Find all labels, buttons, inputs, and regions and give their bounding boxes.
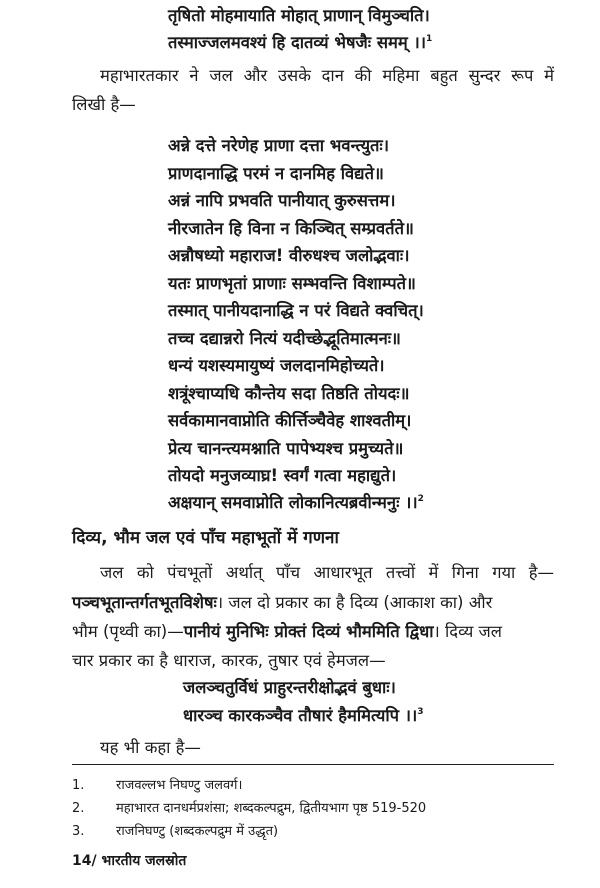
para2-line-4: चार प्रकार का है धाराज, कारक, तुषार एवं हेमजल— (72, 651, 386, 670)
mahabharata-verse-line-1: अन्ने दत्ते नरेणेह प्राणा दत्ता भवन्त्युतः। (168, 136, 390, 155)
verse-text: धारञ्च कारकञ्चैव तौषारं हैममित्यपि ।। (183, 706, 418, 725)
mahabharata-verse-line-10: शत्रूंश्चाप्यधि कौन्तेय सदा तिष्ठति तोयदः॥ (168, 383, 410, 403)
mahabharata-verse-line-3: अन्नं नापि प्रभवति पानीयात् कुरुसत्तम। (168, 191, 396, 210)
footnote-ref: 3 (417, 707, 424, 717)
para1-line-1: महाभारतकार ने जल और उसके दान की महिमा बहुत सुन्दर रूप में (100, 66, 554, 85)
opening-verse-line-1: तृषितो मोहमायाति मोहात् प्राणान् विमुञ्चति। (168, 6, 430, 25)
page-number: 14 (72, 853, 92, 869)
text: भौम (पृथ्वी का)— (72, 622, 184, 641)
footnote-text: राजनिघण्टु (शब्दकल्पद्रुम में उद्धृत) (116, 824, 279, 839)
footnote-1 (72, 775, 242, 793)
mahabharata-verse-line-2: प्राणदानाद्धि परमं न दानमिह विद्यते॥ (168, 163, 384, 183)
footnote-ref: 2 (417, 494, 424, 504)
mahabharata-verse-line-8: तच्च दद्यान्नरो नित्यं यदीच्छेद्भूतिमात्मनः॥ (168, 328, 401, 348)
rajanighantu-verse-line-2 (183, 708, 424, 725)
sanskrit-quote: पानीयं मुनिभिः प्रोक्तं दिव्यं भौममिति द्विधा (183, 622, 434, 641)
sanskrit-quote: पञ्चभूतान्तर्गतभूतविशेषः (72, 593, 217, 612)
mahabharata-verse-line-7: तस्मात् पानीयदानाद्धि न परं विद्यते क्वचित्। (168, 301, 424, 320)
text: । जल दो प्रकार का है दिव्य (आकाश का) और (216, 593, 493, 612)
footnote-text: राजवल्लभ निघण्टु जलवर्ग। (116, 778, 243, 793)
section-heading: दिव्य, भौम जल एवं पाँच महाभूतों में गणना (72, 528, 339, 548)
mahabharata-verse-line-6: यतः प्राणभृतां प्राणाः सम्भवन्ति विशाम्पते॥ (168, 273, 416, 293)
mahabharata-verse-line-4: नीरजातेन हि विना न किञ्चित् सम्प्रवर्तते॥ (168, 218, 414, 238)
mahabharata-verse-line-5: अन्नौषध्यो महाराज! वीरुधश्च जलोद्भवाः। (168, 246, 410, 265)
footnote-number: 2. (72, 801, 85, 816)
para1-line-2: लिखी है— (72, 95, 136, 114)
footnote-text: महाभारत दानधर्मप्रशंसा; शब्दकल्पद्रुम, द्वितीयभाग पृष्ठ 519-520 (116, 801, 427, 816)
mahabharata-verse-line-14 (168, 495, 424, 512)
footnote-number: 3. (72, 824, 85, 839)
footnote-ref: 1 (425, 34, 433, 44)
verse-text: अक्षयान् समवाप्नोति लोकानित्यब्रवीन्मनुः ।। (168, 493, 418, 512)
separator: / (91, 853, 97, 869)
book-title: भारतीय जलस्रोत (101, 853, 187, 869)
mahabharata-verse-line-11: सर्वकामानवाप्नोति कीर्त्तिञ्चैवेह शाश्वतीम्। (168, 411, 412, 430)
rajanighantu-verse-line-1: जलञ्चतुर्विधं प्राहुरन्तरीक्षोद्भवं बुधाः। (183, 678, 396, 697)
footnote-2 (72, 798, 426, 816)
page-footer (72, 854, 186, 868)
footnote-divider (72, 764, 554, 765)
para2-line-1: जल को पंचभूतों अर्थात् पाँच आधारभूत तत्त्वों में गिना गया है— (100, 563, 554, 582)
verse-text: तस्माज्जलमवश्यं हि दातव्यं भेषजैः समम् ।। (168, 33, 426, 52)
footnote-number: 1. (72, 778, 85, 793)
text: । दिव्य जल (433, 622, 502, 641)
para3: यह भी कहा है— (100, 738, 201, 757)
para2-line-2 (72, 595, 554, 612)
opening-verse-line-2 (168, 35, 432, 52)
mahabharata-verse-line-12: प्रेत्य चानन्त्यमश्नाति पापेभ्यश्च प्रमुच्यते॥ (168, 438, 404, 458)
mahabharata-verse-line-9: धन्यं यशस्यमायुष्यं जलदानमिहोच्यते। (168, 356, 385, 375)
mahabharata-verse-line-13: तोयदो मनुजव्याघ्र! स्वर्गं गत्वा महाद्युते। (168, 466, 397, 485)
para2-line-3 (72, 624, 502, 641)
footnote-3 (72, 821, 278, 839)
